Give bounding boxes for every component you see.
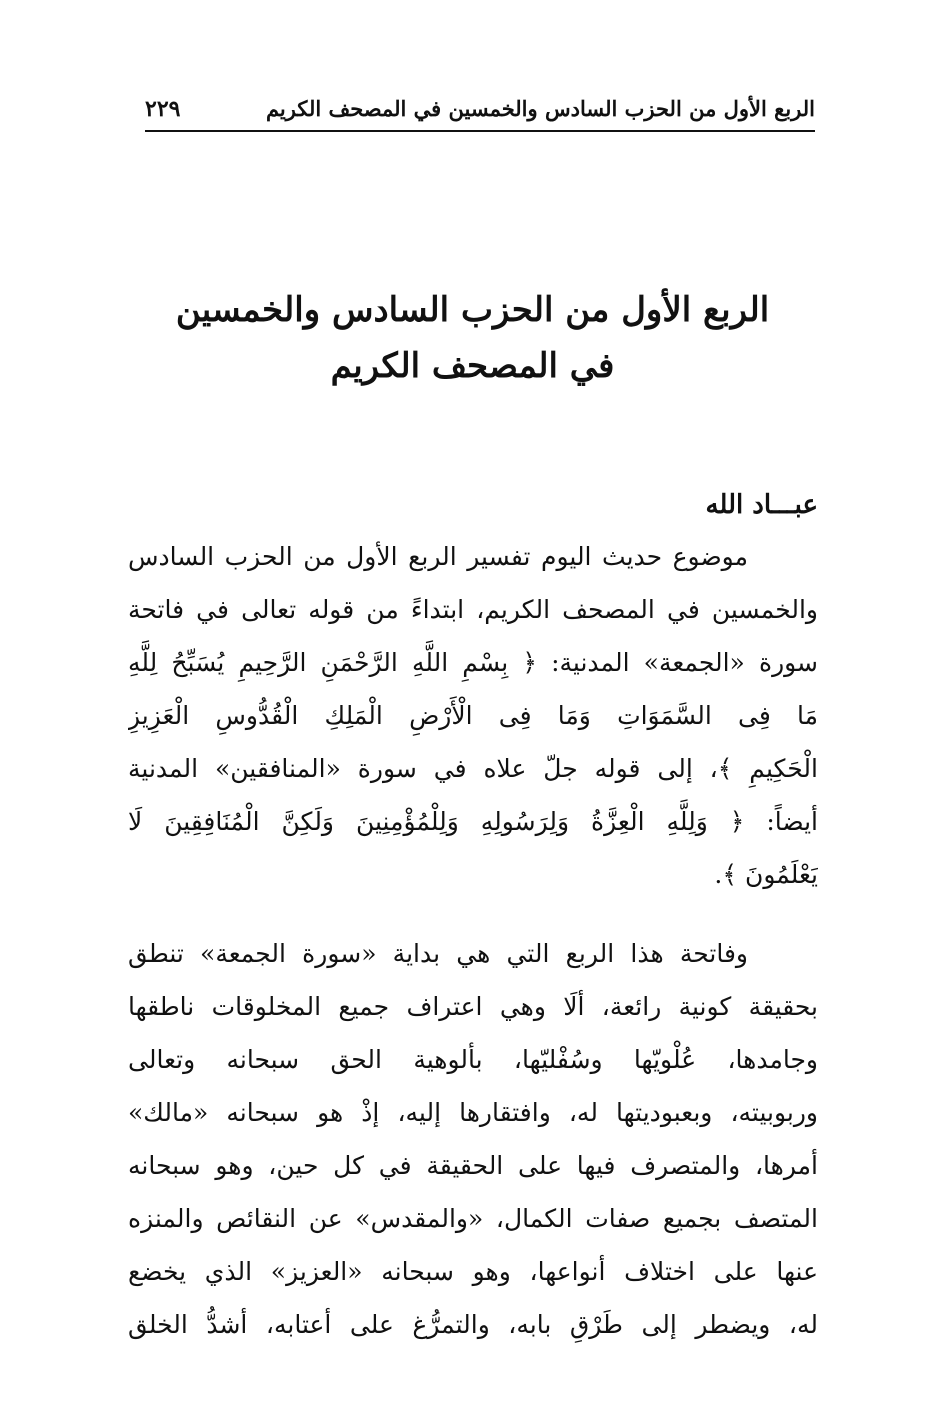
paragraph-line: يَعْلَمُونَ ﴾. (714, 860, 818, 889)
paragraph-line: الْحَكِيمِ ﴾، إلى قوله جلّ علاه في سورة «المنافقين» المدنية (128, 754, 818, 783)
paragraph-line: له، ويضطر إلى طَرْقِ بابه، والتمرُّغ على أعتابه، أشدُّ الخلق (128, 1310, 818, 1339)
paragraph-line: سورة «الجمعة» المدنية: ﴿ بِسْمِ اللَّهِ الرَّحْمَنِ الرَّحِيمِ يُسَبِّحُ لِلَّهِ (128, 648, 818, 677)
paragraph-line: موضوع حديث اليوم تفسير الربع الأول من الحزب السادس (128, 542, 748, 571)
chapter-title-line-1: الربع الأول من الحزب السادس والخمسين (175, 290, 770, 330)
chapter-title (0, 282, 945, 394)
paragraph-line: أيضاً: ﴿ وَلِلَّهِ الْعِزَّةُ وَلِرَسُولِهِ وَلِلْمُؤْمِنِينَ وَلَكِنَّ الْمُنَافِقِينَ لَا (128, 807, 818, 836)
paragraph-2 (128, 927, 818, 1351)
chapter-title-line-2: في المصحف الكريم (330, 346, 615, 386)
paragraph-line: بحقيقة كونية رائعة، ألَا وهي اعتراف جميع المخلوقات ناطقها (128, 992, 818, 1021)
salutation: عبـــاد الله (705, 490, 818, 520)
paragraph-line: وجامدها، عُلْويّها وسُفْليّها، بألوهية الحق سبحانه وتعالى (128, 1045, 818, 1074)
paragraph-line: مَا فِى السَّمَوَاتِ وَمَا فِى الْأَرْضِ الْمَلِكِ الْقُدُّوسِ الْعَزِيزِ (128, 701, 818, 730)
paragraph-line: والخمسين في المصحف الكريم، ابتداءً من قوله تعالى في فاتحة (128, 595, 818, 624)
running-title: الربع الأول من الحزب السادس والخمسين في المصحف الكريم (265, 96, 815, 121)
paragraph-line: أمرها، والمتصرف فيها على الحقيقة في كل حين، وهو سبحانه (128, 1151, 818, 1180)
body-text (128, 480, 818, 1351)
paragraph-line: وربوبيته، وبعبوديتها له، وافتقارها إليه، إذْ هو سبحانه «مالك» (128, 1098, 818, 1127)
paragraph-line: وفاتحة هذا الربع التي هي بداية «سورة الجمعة» تنطق (128, 939, 748, 968)
paragraph-line: المتصف بجميع صفات الكمال، «والمقدس» عن النقائص والمنزه (128, 1204, 818, 1233)
header-divider (145, 130, 815, 132)
page-number: ٢٢٩ (145, 96, 181, 122)
running-header (145, 92, 815, 132)
paragraph-1 (128, 530, 818, 901)
paragraph-line: عنها على اختلاف أنواعها، وهو سبحانه «العزيز» الذي يخضع (128, 1257, 818, 1286)
paragraph-gap (128, 901, 818, 927)
